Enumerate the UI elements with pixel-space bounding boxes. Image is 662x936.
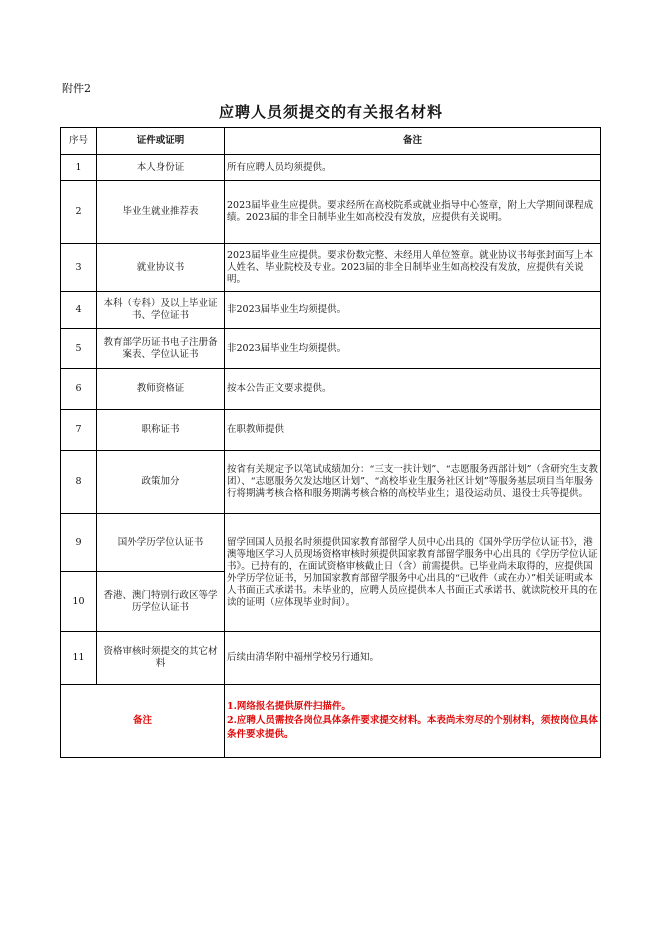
table-row [61,369,601,410]
row-no: 3 [61,244,97,292]
attachment-label: 附件2 [62,82,91,95]
header-no: 序号 [61,128,97,155]
header-doc: 证件或证明 [97,128,225,155]
row-no: 7 [61,410,97,451]
table-row [61,632,601,685]
row-note: 所有应聘人员均须提供。 [225,155,601,181]
table-header-row [61,128,601,155]
table-row [61,292,601,329]
row-doc: 毕业生就业推荐表 [97,181,225,244]
header-note: 备注 [225,128,601,155]
row-doc: 本科（专科）及以上毕业证书、学位证书 [97,292,225,329]
row-note: 非2023届毕业生均须提供。 [225,292,601,329]
row-no: 9 [61,514,97,572]
row-no: 6 [61,369,97,410]
row-no: 4 [61,292,97,329]
row-note: 按本公告正文要求提供。 [225,369,601,410]
table-row [61,451,601,514]
table-row [61,329,601,369]
remark-content [225,685,601,758]
remark-line-1: 1.网络报名提供原件扫描件。 [227,701,351,712]
row-no: 11 [61,632,97,685]
row-doc: 资格审核时须提交的其它材料 [97,632,225,685]
row-no: 1 [61,155,97,181]
table-row [61,514,601,572]
row-note: 后续由清华附中福州学校另行通知。 [225,632,601,685]
remark-label: 备注 [61,685,225,758]
row-doc: 香港、澳门特别行政区等学历学位认证书 [97,572,225,632]
table-row [61,181,601,244]
table-row [61,155,601,181]
table-row [61,410,601,451]
row-note: 2023届毕业生应提供。要求经所在高校院系或就业指导中心签章，附上大学期间课程成绩。2023届的非全日制毕业生如高校没有发放，应提供有关说明。 [225,181,601,244]
row-note: 在职教师提供 [225,410,601,451]
table-row [61,244,601,292]
row-doc: 教师资格证 [97,369,225,410]
row-doc: 教育部学历证书电子注册备案表、学位认证书 [97,329,225,369]
row-no: 10 [61,572,97,632]
row-note: 非2023届毕业生均须提供。 [225,329,601,369]
row-note: 2023届毕业生应提供。要求份数完整、未经用人单位签章。就业协议书每张封面写上本人姓名、毕业院校及专业。2023届的非全日制毕业生如高校没有发放，应提供有关说明。 [225,244,601,292]
row-doc: 本人身份证 [97,155,225,181]
page-title: 应聘人员须提交的有关报名材料 [218,103,443,121]
row-doc: 政策加分 [97,451,225,514]
row-no: 5 [61,329,97,369]
row-no: 2 [61,181,97,244]
row-doc: 职称证书 [97,410,225,451]
row-note: 按省有关规定予以笔试成绩加分：“三支一扶计划”、“志愿服务西部计划”（含研究生支教团）、“志愿服务欠发达地区计划”、“高校毕业生服务社区计划”等服务基层项目当年服务行将期满考核合格和服务期满考核合格的高校毕业生；退役运动员、退役士兵等提供。 [225,451,601,514]
merged-note: 留学回国人员报名时须提供国家教育部留学人员中心出具的《国外学历学位认证书》，港澳等地区学习人员现场资格审核时须提供国家教育部留学服务中心出具的《学历学位认证书》。已持有的，在面试资格审核截止日（含）前需提供。已毕业尚未取得的，应提供国外学历学位证书，另加国家教育部留学服务中心出具的“已收件（或在办）”相关证明或本人书面正式承诺书。未毕业的，应聘人员应提供本人书面正式承诺书、就读院校开具的在读的证明（应体现毕业时间）。 [225,514,601,632]
remark-row [61,685,601,758]
materials-table [60,127,601,758]
row-doc: 就业协议书 [97,244,225,292]
remark-line-2: 2.应聘人员需按各岗位具体条件要求提交材料。本表尚未穷尽的个别材料，须按岗位具体条件要求提供。 [227,715,598,740]
row-no: 8 [61,451,97,514]
row-doc: 国外学历学位认证书 [97,514,225,572]
